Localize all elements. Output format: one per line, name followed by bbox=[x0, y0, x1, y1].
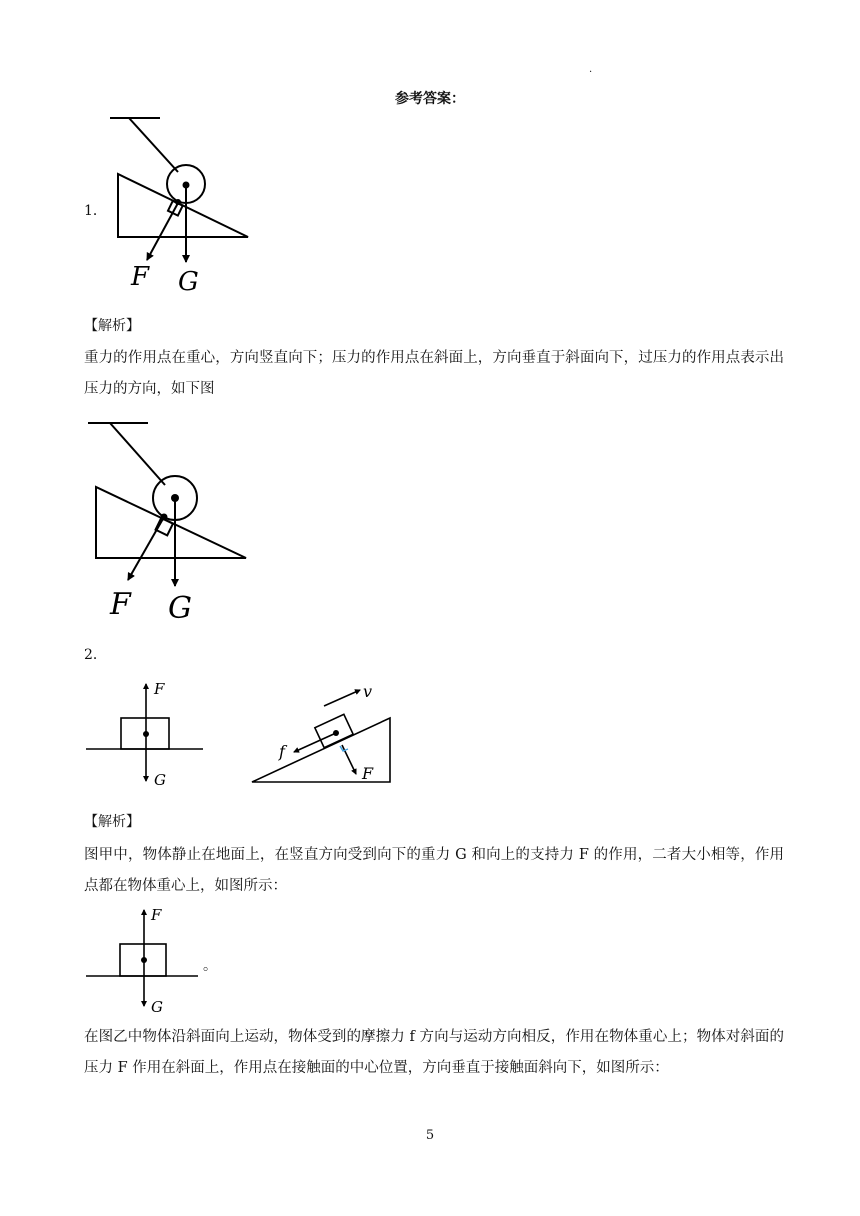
corner-mark: . bbox=[589, 64, 593, 75]
q2-analysis-tag: 【解析】 bbox=[84, 814, 140, 830]
q2-analysis-text-2: 在图乙中物体沿斜面向上运动，物体受到的摩擦力 f 方向与运动方向相反，作用在物体重心上；物体对斜面的压力 F 作用在斜面上，作用点在接触面的中心位置，方向垂直于接触面斜向下，如图所示： bbox=[84, 1029, 784, 1076]
q1-copy-label-F: F bbox=[110, 587, 131, 622]
q2b-label-F: F bbox=[362, 764, 374, 783]
q1-copy-label-G: G bbox=[168, 591, 192, 626]
q1-analysis-tag: 【解析】 bbox=[84, 318, 140, 334]
q2a-label-F: F bbox=[154, 680, 165, 698]
q2b-label-f: f bbox=[279, 742, 285, 761]
q2-after-figure-mark: 。 bbox=[203, 958, 217, 974]
q1-analysis-text: 重力的作用点在重心，方向竖直向下；压力的作用点在斜面上，方向垂直于斜面向下，过压力的作用点表示出压力的方向，如下图 bbox=[84, 350, 784, 397]
question-1-number: 1． bbox=[84, 203, 107, 219]
q2-analysis-text-1: 图甲中，物体静止在地面上，在竖直方向受到向下的重力 G 和向上的支持力 F 的作用，二者大小相等，作用点都在物体重心上，如图所示： bbox=[84, 847, 784, 894]
q2-analysis-label-F: F bbox=[151, 906, 162, 924]
q1-label-F: F bbox=[131, 262, 150, 292]
page-number: 5 bbox=[425, 1128, 435, 1143]
q2a-label-G: G bbox=[154, 771, 166, 789]
page-title: 参考答案： bbox=[395, 91, 465, 107]
question-2-number: 2． bbox=[84, 647, 107, 663]
q2b-label-v: v bbox=[363, 682, 373, 701]
q1-diagram bbox=[110, 118, 248, 262]
q2-analysis-label-G: G bbox=[151, 998, 163, 1016]
q1-diagram-copy bbox=[88, 423, 246, 586]
q1-label-G: G bbox=[178, 267, 199, 297]
